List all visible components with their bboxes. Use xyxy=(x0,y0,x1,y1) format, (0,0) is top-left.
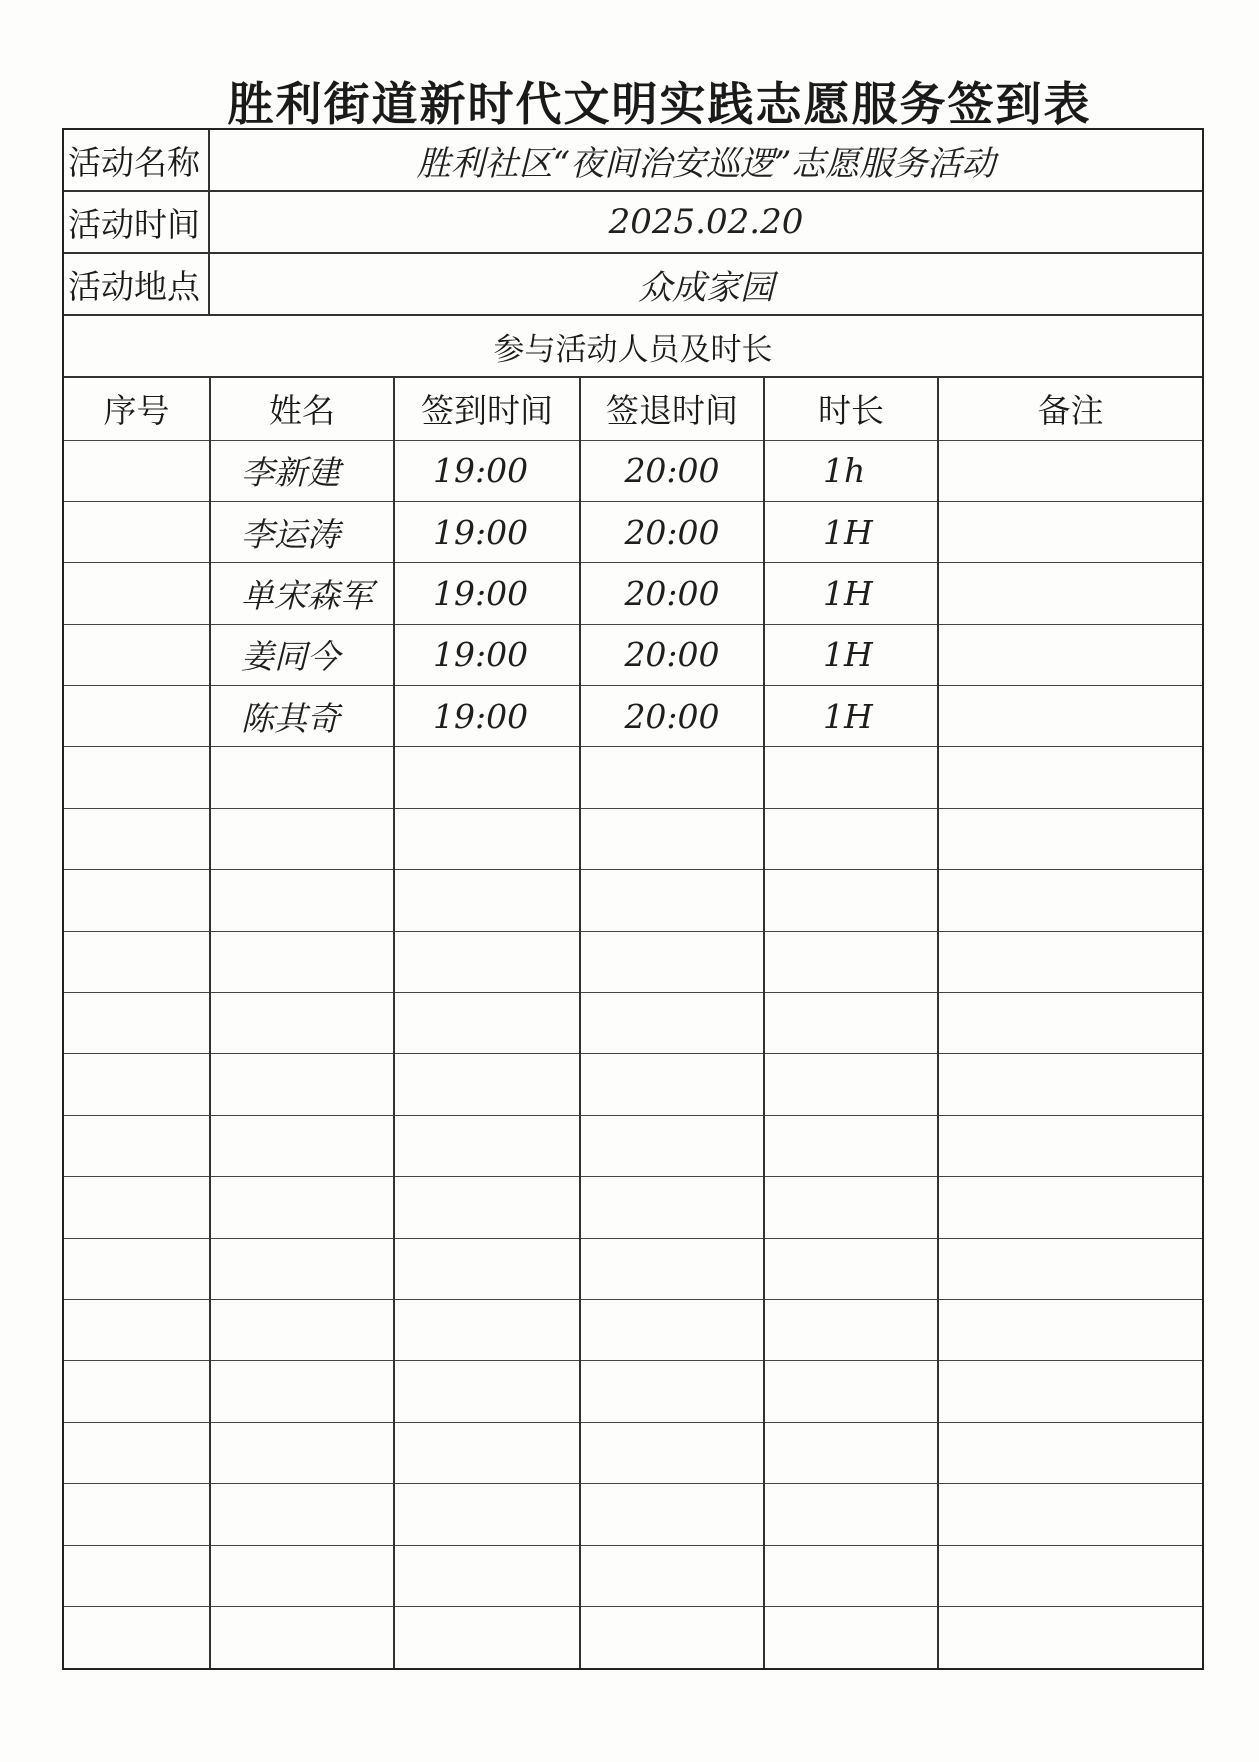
cell-sign-out-time: 20:00 xyxy=(580,563,764,624)
cell-name xyxy=(210,747,394,808)
cell-sign-in-time xyxy=(394,1361,580,1422)
cell-number xyxy=(64,747,210,808)
cell-duration xyxy=(764,1361,938,1422)
table-row xyxy=(64,1177,1202,1238)
cell-sign-in-time xyxy=(394,931,580,992)
cell-number xyxy=(64,440,210,501)
cell-remarks xyxy=(938,870,1202,931)
cell-duration xyxy=(764,1115,938,1176)
cell-number xyxy=(64,624,210,685)
cell-name xyxy=(210,1422,394,1483)
activity-name-label: 活动名称 xyxy=(64,130,210,190)
cell-name xyxy=(210,808,394,869)
cell-sign-out-time xyxy=(580,808,764,869)
cell-sign-out-time xyxy=(580,1177,764,1238)
cell-remarks xyxy=(938,993,1202,1054)
cell-duration xyxy=(764,931,938,992)
cell-remarks xyxy=(938,1115,1202,1176)
cell-name xyxy=(210,1484,394,1545)
column-header-remarks: 备注 xyxy=(938,378,1202,440)
cell-sign-out-time xyxy=(580,1484,764,1545)
table-row xyxy=(64,624,1202,685)
cell-sign-in-time: 19:00 xyxy=(394,440,580,501)
cell-duration xyxy=(764,1606,938,1667)
cell-remarks xyxy=(938,1545,1202,1606)
cell-sign-in-time xyxy=(394,1177,580,1238)
activity-name-row xyxy=(64,130,1202,192)
cell-sign-in-time xyxy=(394,993,580,1054)
cell-sign-out-time xyxy=(580,1606,764,1667)
table-row xyxy=(64,440,1202,501)
activity-place-label: 活动地点 xyxy=(64,254,210,314)
cell-name: 单宋森军 xyxy=(210,563,394,624)
table-row xyxy=(64,1606,1202,1667)
cell-sign-out-time: 20:00 xyxy=(580,501,764,562)
cell-remarks xyxy=(938,1177,1202,1238)
table-row xyxy=(64,931,1202,992)
cell-duration: 1H xyxy=(764,624,938,685)
cell-sign-in-time xyxy=(394,1115,580,1176)
cell-sign-out-time xyxy=(580,1299,764,1360)
cell-name: 陈其奇 xyxy=(210,686,394,747)
cell-number xyxy=(64,993,210,1054)
cell-sign-out-time xyxy=(580,1545,764,1606)
activity-time-value: 2025.02.20 xyxy=(608,202,804,242)
table-row xyxy=(64,870,1202,931)
cell-remarks xyxy=(938,501,1202,562)
cell-name xyxy=(210,1054,394,1115)
activity-place-value: 众成家园 xyxy=(638,267,774,308)
cell-name xyxy=(210,1545,394,1606)
cell-sign-out-time xyxy=(580,747,764,808)
cell-number xyxy=(64,1238,210,1299)
cell-remarks xyxy=(938,1484,1202,1545)
cell-number xyxy=(64,1177,210,1238)
cell-duration: 1H xyxy=(764,686,938,747)
cell-sign-in-time: 19:00 xyxy=(394,624,580,685)
table-row xyxy=(64,747,1202,808)
cell-name xyxy=(210,1361,394,1422)
cell-duration: 1h xyxy=(764,440,938,501)
cell-number xyxy=(64,563,210,624)
table-row xyxy=(64,1299,1202,1360)
cell-sign-in-time: 19:00 xyxy=(394,501,580,562)
cell-remarks xyxy=(938,624,1202,685)
cell-sign-out-time xyxy=(580,1115,764,1176)
table-row xyxy=(64,1484,1202,1545)
cell-remarks xyxy=(938,686,1202,747)
cell-duration xyxy=(764,1422,938,1483)
section-title: 参与活动人员及时长 xyxy=(64,316,1202,378)
cell-sign-in-time xyxy=(394,1299,580,1360)
cell-sign-in-time: 19:00 xyxy=(394,563,580,624)
cell-sign-in-time xyxy=(394,1054,580,1115)
cell-number xyxy=(64,1606,210,1667)
cell-remarks xyxy=(938,1606,1202,1667)
activity-name-value: 胜利社区“夜间治安巡逻”志愿服务活动 xyxy=(416,143,996,184)
table-row xyxy=(64,808,1202,869)
cell-remarks xyxy=(938,1422,1202,1483)
cell-duration xyxy=(764,1484,938,1545)
table-row xyxy=(64,686,1202,747)
table-row xyxy=(64,1238,1202,1299)
activity-time-label: 活动时间 xyxy=(64,192,210,252)
cell-sign-out-time xyxy=(580,1422,764,1483)
cell-name xyxy=(210,1177,394,1238)
cell-name xyxy=(210,1606,394,1667)
cell-duration: 1H xyxy=(764,501,938,562)
column-header-sign-in: 签到时间 xyxy=(394,378,580,440)
table-row xyxy=(64,1361,1202,1422)
cell-name: 李新建 xyxy=(210,440,394,501)
cell-remarks xyxy=(938,440,1202,501)
cell-number xyxy=(64,1054,210,1115)
table-row xyxy=(64,1545,1202,1606)
table-header-row xyxy=(64,378,1202,440)
cell-remarks xyxy=(938,747,1202,808)
attendance-table xyxy=(64,378,1202,1668)
cell-sign-out-time xyxy=(580,870,764,931)
cell-remarks xyxy=(938,1054,1202,1115)
table-row xyxy=(64,1422,1202,1483)
cell-sign-out-time xyxy=(580,993,764,1054)
cell-number xyxy=(64,686,210,747)
cell-name: 李运涛 xyxy=(210,501,394,562)
cell-number xyxy=(64,1299,210,1360)
cell-duration xyxy=(764,870,938,931)
table-row xyxy=(64,501,1202,562)
cell-name: 姜同今 xyxy=(210,624,394,685)
cell-number xyxy=(64,1484,210,1545)
cell-duration xyxy=(764,1054,938,1115)
cell-duration xyxy=(764,1299,938,1360)
cell-sign-out-time: 20:00 xyxy=(580,440,764,501)
column-header-sign-out: 签退时间 xyxy=(580,378,764,440)
cell-remarks xyxy=(938,1299,1202,1360)
page-title: 胜利街道新时代文明实践志愿服务签到表 xyxy=(227,77,1092,131)
cell-sign-in-time xyxy=(394,747,580,808)
table-row xyxy=(64,993,1202,1054)
cell-sign-out-time xyxy=(580,1054,764,1115)
activity-place-row xyxy=(64,254,1202,316)
cell-name xyxy=(210,1299,394,1360)
cell-duration xyxy=(764,1177,938,1238)
cell-number xyxy=(64,501,210,562)
sign-in-sheet xyxy=(62,128,1204,1670)
cell-sign-in-time xyxy=(394,808,580,869)
cell-remarks xyxy=(938,1361,1202,1422)
cell-duration xyxy=(764,1238,938,1299)
table-row xyxy=(64,563,1202,624)
cell-name xyxy=(210,1115,394,1176)
cell-remarks xyxy=(938,1238,1202,1299)
cell-number xyxy=(64,1361,210,1422)
cell-sign-in-time xyxy=(394,1422,580,1483)
cell-duration xyxy=(764,808,938,869)
cell-sign-in-time xyxy=(394,1484,580,1545)
cell-sign-out-time: 20:00 xyxy=(580,624,764,685)
cell-sign-out-time xyxy=(580,931,764,992)
cell-name xyxy=(210,993,394,1054)
cell-sign-in-time xyxy=(394,870,580,931)
cell-remarks xyxy=(938,808,1202,869)
cell-number xyxy=(64,870,210,931)
table-row xyxy=(64,1054,1202,1115)
cell-sign-out-time xyxy=(580,1361,764,1422)
table-row xyxy=(64,1115,1202,1176)
cell-sign-in-time xyxy=(394,1545,580,1606)
cell-number xyxy=(64,1422,210,1483)
cell-duration xyxy=(764,747,938,808)
cell-duration xyxy=(764,993,938,1054)
cell-sign-out-time xyxy=(580,1238,764,1299)
cell-remarks xyxy=(938,931,1202,992)
cell-sign-in-time xyxy=(394,1238,580,1299)
cell-number xyxy=(64,808,210,869)
cell-sign-out-time: 20:00 xyxy=(580,686,764,747)
cell-remarks xyxy=(938,563,1202,624)
cell-name xyxy=(210,870,394,931)
activity-time-row xyxy=(64,192,1202,254)
cell-name xyxy=(210,1238,394,1299)
column-header-number: 序号 xyxy=(64,378,210,440)
cell-number xyxy=(64,1115,210,1176)
cell-sign-in-time xyxy=(394,1606,580,1667)
cell-duration: 1H xyxy=(764,563,938,624)
column-header-duration: 时长 xyxy=(764,378,938,440)
column-header-name: 姓名 xyxy=(210,378,394,440)
cell-sign-in-time: 19:00 xyxy=(394,686,580,747)
cell-name xyxy=(210,931,394,992)
cell-number xyxy=(64,1545,210,1606)
cell-number xyxy=(64,931,210,992)
cell-duration xyxy=(764,1545,938,1606)
